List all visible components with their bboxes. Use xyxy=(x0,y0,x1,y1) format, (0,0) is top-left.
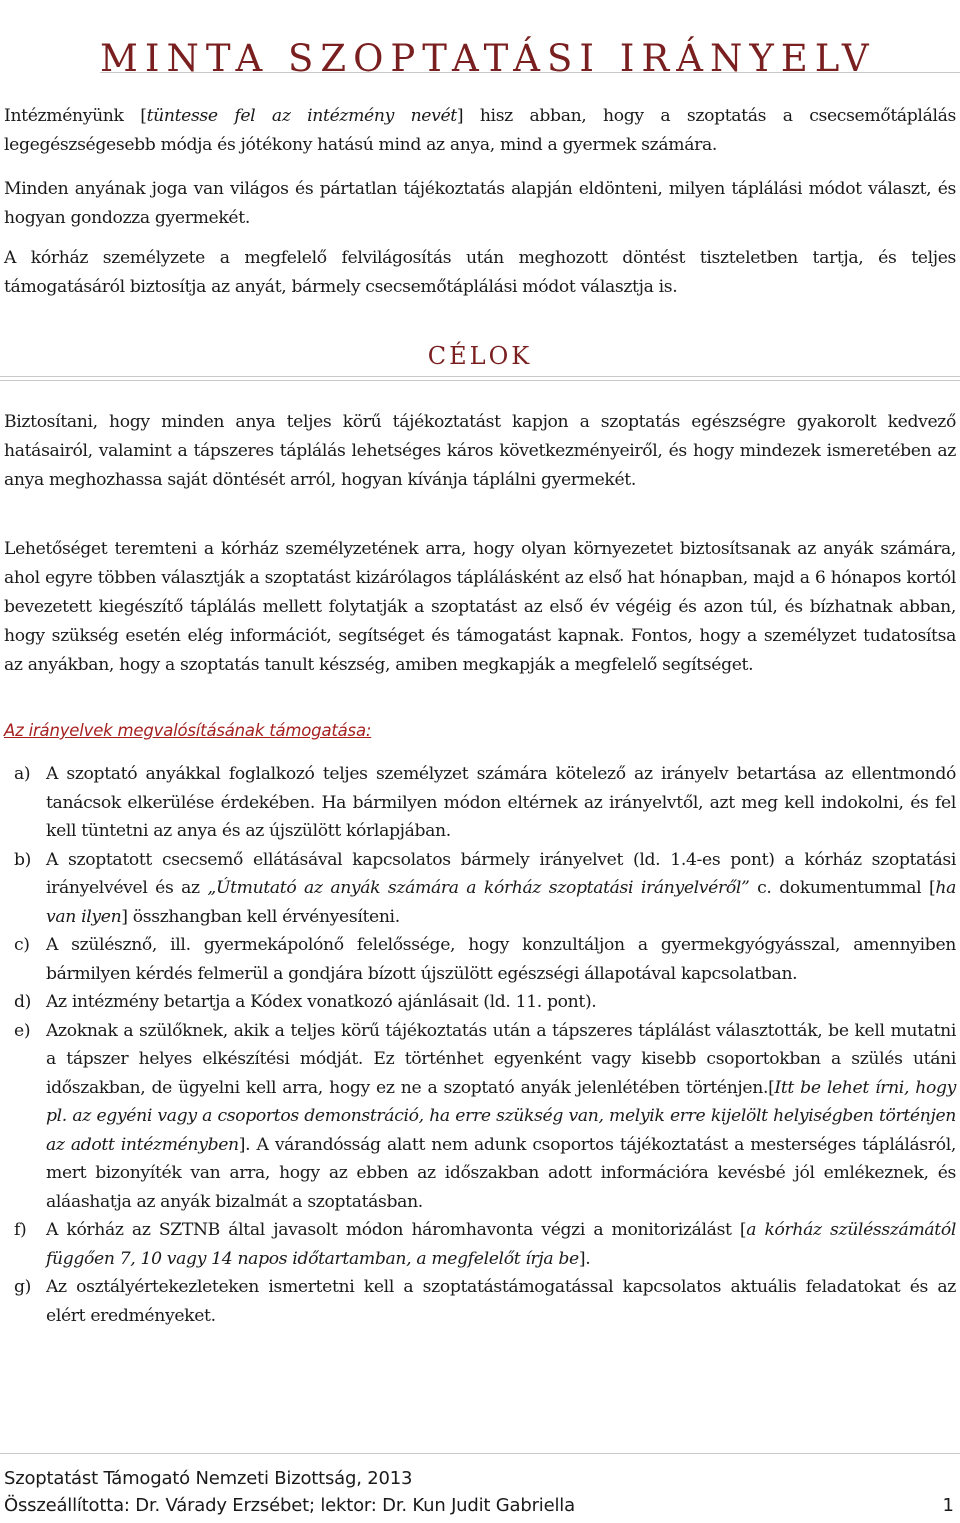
list-item-text xyxy=(46,846,956,932)
item-b-text-3: ] összhangban kell érvényesíteni. xyxy=(121,906,400,927)
section-divider-1 xyxy=(0,376,960,377)
footer-organization: Szoptatást Támogató Nemzeti Bizottság, 2013 xyxy=(4,1468,413,1489)
list-marker: d) xyxy=(14,992,32,1012)
item-b-guide-title: „Útmutató az anyák számára a kórház szoptatási irányelvéről” xyxy=(207,878,750,898)
intro-p1-after: ] hisz abban, hogy a szoptatás a csecsemőtáplálás legegészségesebb módja és jótékony hatású mind az anya, mind a gyermek számára. xyxy=(4,106,956,155)
intro-paragraph-2: Minden anyának joga van világos és pártatlan tájékoztatás alapján eldönteni, milyen táplálási módot választ, és hogyan gondozza gyermekét. xyxy=(4,179,956,228)
list-item-g xyxy=(4,1273,956,1330)
goals-paragraph-1: Biztosítani, hogy minden anya teljes körű tájékoztatást kapjon a szoptatás egészségre gyakorolt kedvező hatásairól, valamint a tápszeres táplálás lehetséges káros következményeiről, és hogy mindezek ismeretében az anya meghozhassa saját döntését arról, hogyan kívánja táplálni gyermekét. xyxy=(4,412,956,490)
list-item-text: A szoptató anyákkal foglalkozó teljes személyzet számára kötelező az irányelv betartása az ellentmondó tanácsok elkerülése érdekében. Ha bármilyen módon eltérnek az irányelvtől, azt meg kell indokolni, és fel kell tüntetni az anya és az újszülött kórlapjában. xyxy=(46,764,956,841)
list-marker: e) xyxy=(14,1020,31,1041)
support-subheading: Az irányelvek megvalósításának támogatása: xyxy=(4,721,372,740)
intro-paragraph-3: A kórház személyzete a megfelelő felvilágosítás után meghozott döntést tiszteletben tartja, és teljes támogatásáról biztosítja az anyát, bármely csecsemőtáplálási módot választja is. xyxy=(4,248,956,297)
support-list xyxy=(4,760,956,1330)
item-b-placeholder: ha van ilyen xyxy=(46,878,956,927)
institution-name-placeholder: tüntesse fel az intézmény nevét xyxy=(146,106,457,126)
list-marker: c) xyxy=(14,935,30,955)
list-item-d xyxy=(4,988,956,1017)
list-item-text xyxy=(46,1017,956,1217)
list-marker: a) xyxy=(14,764,31,784)
title-divider xyxy=(100,72,960,73)
item-f-placeholder: a kórház szülésszámától függően 7, 10 vagy 14 napos időtartamban, a megfelelőt írja be xyxy=(46,1220,956,1269)
list-item-c xyxy=(4,931,956,988)
document-title: MINTA SZOPTATÁSI IRÁNYELV xyxy=(100,36,876,80)
footer-divider xyxy=(0,1453,960,1454)
list-item-text: Az intézmény betartja a Kódex vonatkozó ajánlásait (ld. 11. pont). xyxy=(46,992,597,1012)
item-e-text-1: Azoknak a szülőknek, akik a teljes körű tájékoztatás után a tápszeres táplálást választották, be kell mutatni a tápszer helyes elkészítési módját. Ez történhet egyenként vagy kisebb csoportokban a szülés utáni időszakban, de ügyelni kell arra, hogy ez ne a szoptató anyák jelenlétében történjen.[ xyxy=(46,1020,956,1098)
list-item-b xyxy=(4,846,956,932)
item-e-placeholder: Itt be lehet írni, hogy pl. az egyéni vagy a csoportos demonstráció, ha erre szükség van, melyik erre kijelölt helyiségben történjen az adott intézményben xyxy=(46,1077,956,1155)
item-f-text-2: ]. xyxy=(578,1248,591,1269)
item-f-text-1: A kórház az SZTNB által javasolt módon háromhavonta végzi a monitorizálást [ xyxy=(46,1220,747,1240)
list-item-text: Az osztályértekezleteken ismertetni kell a szoptatástámogatással kapcsolatos aktuális feladatokat és az elért eredményeket. xyxy=(46,1277,956,1326)
list-item-text: A szülésznő, ill. gyermekápolónő felelőssége, hogy konzultáljon a gyermekgyógyásszal, amennyiben bármilyen kérdés felmerül a gondjára bízott újszülött egészségi állapotával kapcsolatban. xyxy=(46,935,956,984)
item-b-text-1: A szoptatott csecsemő ellátásával kapcsolatos bármely irányelvet (ld. 1.4-es pont) a kórház szoptatási irányelvével és az xyxy=(46,849,956,898)
list-item-e xyxy=(4,1017,956,1217)
item-b-text-2: c. dokumentummal [ xyxy=(749,878,936,898)
item-e-text-2: ]. A várandósság alatt nem adunk csoportos tájékoztatást a mesterséges táplálásról, mert bizonyíték van arra, hogy az ebben az időszakban adott információra kevésbé jól emlékeznek, és aláashatja az anyák bizalmát a szoptatásban. xyxy=(46,1134,957,1212)
list-marker: f) xyxy=(14,1220,27,1240)
goals-paragraph-2: Lehetőséget teremteni a kórház személyzetének arra, hogy olyan környezetet biztosítsanak az anyák számára, ahol egyre többen választják a szoptatást kizárólagos táplálásként az első hat hónapban, majd a 6 hónapos kortól bevezetett kiegészítő táplálás mellett folytatják a szoptatást az első év végéig és azon túl, és bízhatnak abban, hogy szükség esetén elég információt, segítséget és támogatást kapnak. Fontos, hogy a személyzet tudatosítsa az anyákban, hogy a szoptatás tanult készség, amiben megkapják a megfelelő segítséget. xyxy=(4,539,956,675)
section-divider-2 xyxy=(0,380,960,381)
intro-p1-before: Intézményünk [ xyxy=(4,106,147,126)
list-marker: b) xyxy=(14,849,32,870)
list-item-f xyxy=(4,1216,956,1273)
list-marker: g) xyxy=(14,1277,32,1297)
intro-paragraph-1 xyxy=(4,102,956,160)
section-title-celok: CÉLOK xyxy=(427,342,533,370)
list-item-text xyxy=(46,1216,956,1273)
footer-authors: Összeállította: Dr. Várady Erzsébet; lektor: Dr. Kun Judit Gabriella xyxy=(4,1495,575,1516)
page-number: 1 xyxy=(942,1495,954,1516)
list-item-a xyxy=(4,760,956,846)
